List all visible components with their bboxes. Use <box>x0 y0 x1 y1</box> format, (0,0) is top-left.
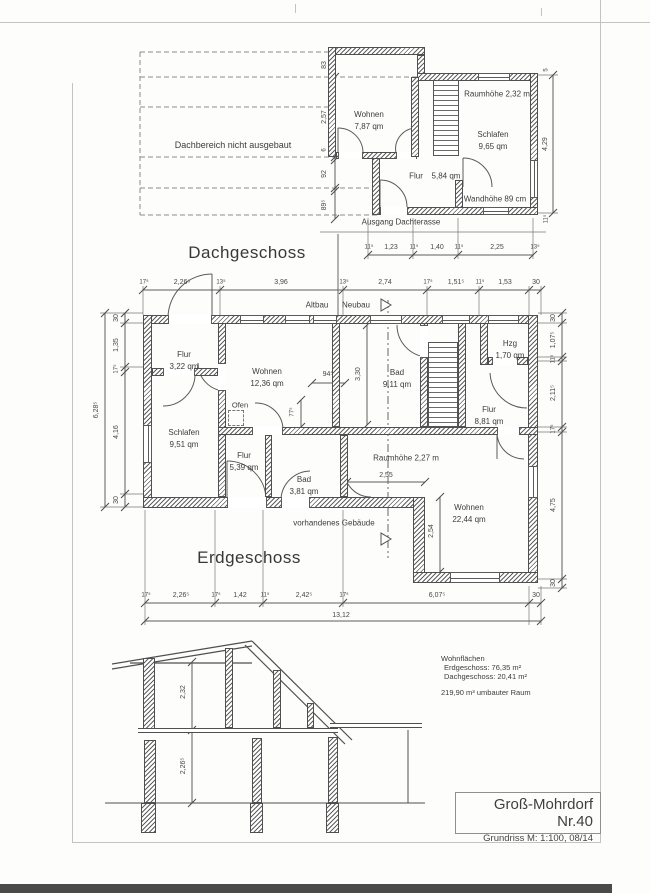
wall-segment <box>328 47 425 55</box>
dg-heading: Dachgeschoss <box>188 243 306 263</box>
section-terrace-roof <box>330 723 422 728</box>
room-label-eg-flur1 <box>170 349 199 373</box>
dim-label: 30 <box>532 278 540 286</box>
section-footing <box>250 803 263 833</box>
eg-heading: Erdgeschoss <box>197 548 301 568</box>
section-cut-markers <box>381 299 391 545</box>
door-opening <box>338 152 363 159</box>
window-symbol <box>143 425 152 463</box>
wall-segment <box>455 180 463 208</box>
room-area: 3,81 qm <box>289 487 319 496</box>
dim-label: 6,07⁵ <box>428 591 446 599</box>
dim-label: 2,25 <box>490 243 504 251</box>
room-name: Schlafen <box>168 428 200 437</box>
room-label-dg-schlafen <box>477 129 508 153</box>
drawing-scale-date: Grundriss M: 1:100, 08/14 <box>483 833 593 844</box>
section-post <box>225 648 233 728</box>
room-name: Hzg <box>502 339 518 348</box>
dim-label: 1,35 <box>112 338 120 352</box>
dim-label: 2,74 <box>378 278 392 286</box>
dim-label: 2,32 <box>179 685 187 699</box>
dim-label: 11⁵ <box>260 592 270 599</box>
window-symbol <box>285 315 310 324</box>
room-area: 5,39 qm <box>229 463 259 472</box>
dim-label: 2,11⁵ <box>549 384 557 402</box>
door-opening <box>168 315 212 324</box>
dim-label: 17⁵ <box>139 279 149 286</box>
room-label-eg-bad2 <box>290 474 319 498</box>
room-area: 3,22 qm <box>169 362 199 371</box>
dim-label: 4,29 <box>541 137 549 151</box>
dim-label: 30 <box>549 579 557 587</box>
dim-label: 11⁵ <box>543 214 550 224</box>
wall-segment <box>480 323 488 365</box>
room-name: Bad <box>389 368 405 377</box>
dim-label: 6,28⁵ <box>92 401 100 419</box>
dim-label: 17⁵ <box>423 279 433 286</box>
section-wall <box>144 740 156 803</box>
section-post <box>307 703 314 728</box>
dim-label: 30 <box>112 314 120 322</box>
window-symbol <box>450 572 500 583</box>
summary-dachgeschoss: Dachgeschoss: 20,41 m² <box>444 672 527 681</box>
door-opening <box>420 325 428 358</box>
room-label-dg-wohnen <box>354 109 384 133</box>
dim-label: 11⁵ <box>454 244 464 251</box>
window-symbol <box>240 315 264 324</box>
altbau-label: Altbau <box>305 300 329 310</box>
wall-segment <box>328 47 336 157</box>
dim-label: 6 <box>321 148 328 152</box>
wall-segment <box>143 315 152 508</box>
dim-label: 77⁵ <box>289 407 296 417</box>
room-area: 7,87 qm <box>354 122 384 131</box>
dim-label: 2,26⁵ <box>179 757 187 775</box>
dim-label: 17⁵ <box>550 424 557 434</box>
room-area: 9,11 qm <box>382 380 412 389</box>
door-opening <box>281 497 310 508</box>
dim-label: 83 <box>320 61 328 69</box>
wall-segment <box>458 323 466 427</box>
room-label-eg-wohnen2 <box>452 502 485 526</box>
window-symbol <box>370 315 402 324</box>
dim-label: 4,75 <box>549 498 557 512</box>
dim-label: 3,96 <box>274 278 288 286</box>
roof-area-note: Dachbereich nicht ausgebaut <box>174 139 292 150</box>
window-symbol <box>483 207 509 215</box>
dim-label: 11⁵ <box>550 354 557 364</box>
dim-label: 2,26⁵ <box>172 591 190 599</box>
window-symbol <box>530 160 538 198</box>
room-area: 12,36 qm <box>250 379 284 388</box>
room-name: Flur <box>482 405 496 414</box>
section-floor-slab <box>138 728 338 733</box>
existing-building-note: vorhandenes Gebäude <box>293 518 375 528</box>
room-name: Flur <box>237 451 251 460</box>
dim-label: 4,16 <box>112 425 120 439</box>
door-opening <box>380 207 408 215</box>
room-name: Wohnen <box>354 110 384 119</box>
room-name: Flur <box>177 350 191 359</box>
room-area: 8,81 qm <box>474 417 504 426</box>
room-height-note: Raumhöhe 2,32 m <box>464 89 530 99</box>
title-block <box>455 792 601 844</box>
room-label-eg-ofen: Ofen <box>231 400 249 410</box>
room-area-dg-flur: 5,84 qm <box>431 171 461 181</box>
section-footing <box>326 803 339 833</box>
dim-label: 5 <box>543 68 550 72</box>
dim-label: 1,42 <box>233 591 247 599</box>
room-name: Schlafen <box>477 130 509 139</box>
wall-height-note: Wandhöhe 89 cm <box>463 194 527 204</box>
dim-label: 1,51⁵ <box>447 278 465 286</box>
dim-label: 92 <box>320 170 328 178</box>
room-area: 22,44 qm <box>452 515 486 524</box>
wall-segment <box>411 77 419 157</box>
wall-segment <box>528 315 538 583</box>
dim-label: 11⁵ <box>475 279 485 286</box>
room-label-eg-flur2 <box>475 404 504 428</box>
dim-label: 2,54 <box>427 524 435 538</box>
dim-label: 30 <box>549 314 557 322</box>
section-wall <box>143 658 155 730</box>
room-area: 9,65 qm <box>478 142 508 151</box>
dim-label: 17⁵ <box>339 592 349 599</box>
window-symbol <box>478 73 510 81</box>
door-opening <box>218 363 226 391</box>
room-label-dg-flur: Flur <box>409 171 423 181</box>
ofen-symbol <box>228 410 244 426</box>
door-opening <box>227 497 267 508</box>
door-opening <box>252 427 283 435</box>
section-column <box>252 738 262 803</box>
dim-label: 13⁵ <box>530 244 540 251</box>
summary-volume: 219,90 m³ umbauter Raum <box>441 688 531 697</box>
drawing-title: Groß-Mohrdorf Nr.40 <box>493 796 593 830</box>
wall-segment <box>340 435 348 497</box>
dim-label: 30 <box>532 591 540 599</box>
dim-label: 17⁵ <box>113 364 120 374</box>
section-post <box>273 670 281 728</box>
dim-label: 11⁵ <box>409 244 419 251</box>
dim-label: 30 <box>112 496 120 504</box>
dim-label: 1,23 <box>384 243 398 251</box>
dim-label: 89⁵ <box>320 199 328 211</box>
dim-label: 2,55 <box>379 471 393 479</box>
dim-label: 94⁵ <box>322 370 334 378</box>
dim-label: 17⁵ <box>211 592 221 599</box>
wall-segment <box>218 323 226 497</box>
summary-heading: Wohnflächen <box>441 654 485 663</box>
dim-label: 1,53 <box>498 278 512 286</box>
terrace-exit-note: Ausgang Dachterasse <box>361 217 441 227</box>
dim-label: 2,57 <box>320 110 328 124</box>
room-label-eg-hzg <box>496 338 525 362</box>
staircase <box>428 342 458 427</box>
room-height-note-eg: Raumhöhe 2,27 m <box>373 453 439 463</box>
room-label-eg-schlafen <box>168 427 199 451</box>
room-label-eg-bad1 <box>383 367 411 391</box>
room-name: Wohnen <box>252 367 282 376</box>
summary-erdgeschoss: Erdgeschoss: 76,35 m² <box>444 663 522 672</box>
room-area: 1,70 qm <box>495 351 525 360</box>
dim-label: 1,40 <box>430 243 444 251</box>
dim-label-total: 13,12 <box>332 611 350 619</box>
dim-label: 13⁵ <box>339 279 349 286</box>
dim-label: 3,30 <box>354 367 362 381</box>
room-label-eg-wohnen1 <box>250 366 283 390</box>
neubau-label: Neubau <box>341 300 371 310</box>
room-area: 9,51 qm <box>169 440 199 449</box>
room-name: Wohnen <box>454 503 484 512</box>
window-symbol <box>488 315 519 324</box>
dim-label: 2,26⁵ <box>173 278 191 286</box>
dim-label: 13⁵ <box>216 279 226 286</box>
section-column <box>328 737 338 803</box>
dim-label: 1,07⁵ <box>549 331 557 349</box>
wall-segment <box>372 155 380 215</box>
door-opening <box>497 427 520 435</box>
dim-label: 2,42⁵ <box>295 591 313 599</box>
wall-segment <box>265 435 272 497</box>
window-symbol <box>528 466 538 498</box>
dim-label: 11⁵ <box>364 244 374 251</box>
staircase <box>433 80 459 156</box>
section-footing <box>141 803 156 833</box>
dim-label: 17⁵ <box>141 592 151 599</box>
room-label-eg-flur3 <box>230 450 259 474</box>
room-name: Bad <box>296 475 312 484</box>
wall-segment <box>413 497 425 583</box>
